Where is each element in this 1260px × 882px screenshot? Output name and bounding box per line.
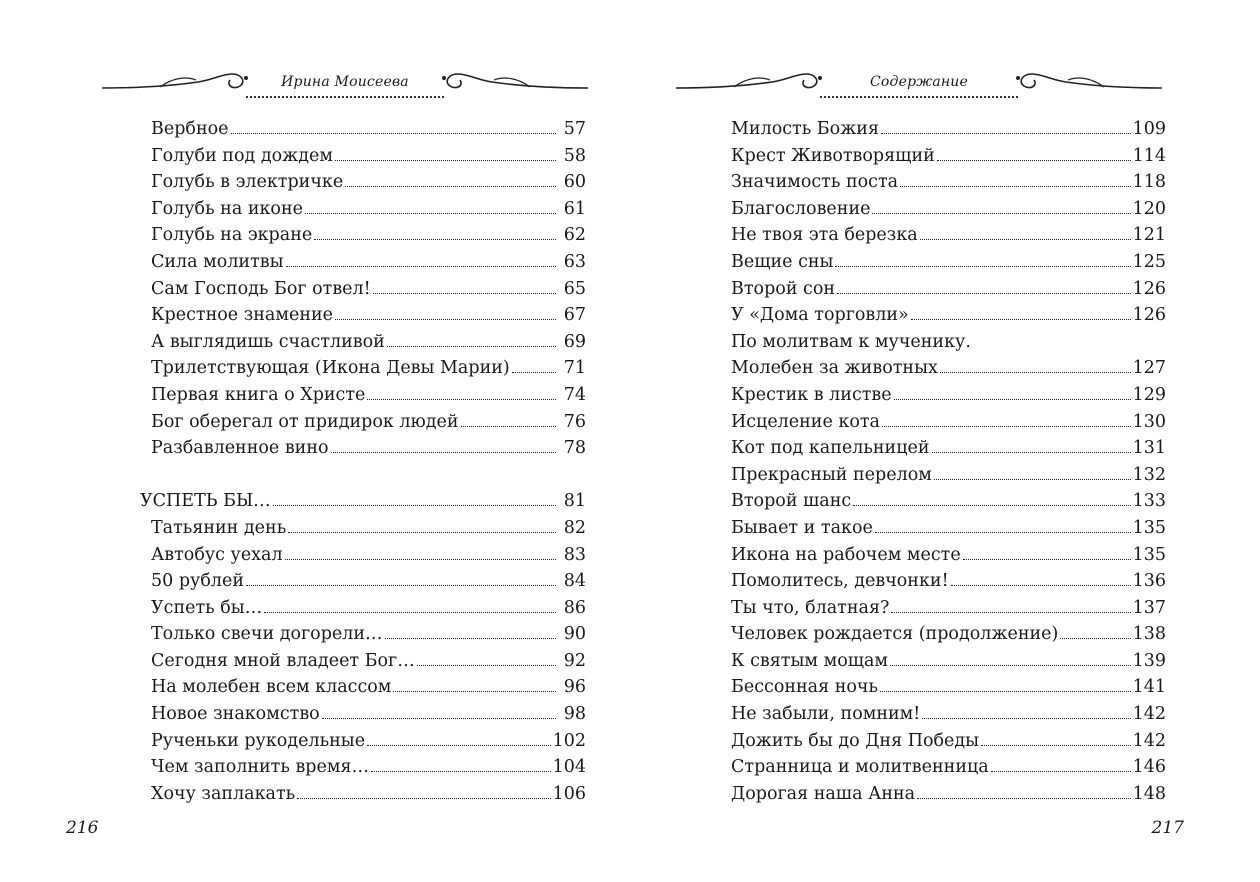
toc-entry-title: К святым мощам xyxy=(731,650,889,671)
toc-spacer xyxy=(140,462,586,489)
toc-section-entry xyxy=(140,488,586,515)
toc-entry-title: Хочу заплакать xyxy=(151,783,296,804)
dot-leader xyxy=(288,532,556,533)
toc-entry-page: 82 xyxy=(563,517,586,538)
dot-leader xyxy=(393,691,556,692)
dot-leader xyxy=(385,638,556,639)
toc-entry-title: Молебен за животных xyxy=(731,358,938,379)
dot-leader xyxy=(932,452,1131,453)
toc-entry-page: 142 xyxy=(1132,704,1166,725)
toc-entry xyxy=(720,302,1166,329)
toc-entry xyxy=(140,595,586,622)
toc-entry-title: Разбавленное вино xyxy=(151,438,329,459)
toc-entry xyxy=(140,409,586,436)
toc-entry-page: 84 xyxy=(563,571,586,592)
toc-entry xyxy=(720,648,1166,675)
dot-leader xyxy=(934,479,1131,480)
toc-entry xyxy=(720,515,1166,542)
toc-entry-title: Человек рождается (продолжение) xyxy=(731,624,1059,645)
flourish-ornament-icon xyxy=(674,64,824,98)
toc-entry-title: Крестик в листве xyxy=(731,384,892,405)
toc-entry-title: Дорогая наша Анна xyxy=(731,783,916,804)
dot-leader xyxy=(231,133,556,134)
toc-entry-title: Прекрасный перелом xyxy=(731,464,932,485)
toc-entry-title: Не твоя эта березка xyxy=(731,225,918,246)
toc-entry-page: 135 xyxy=(1132,517,1166,538)
toc-entry-page: 104 xyxy=(552,757,586,778)
dot-leader xyxy=(417,665,556,666)
dot-leader xyxy=(882,426,1131,427)
toc-entry xyxy=(720,595,1166,622)
toc-entry-title: Чем заполнить время… xyxy=(151,757,370,778)
page-number: 217 xyxy=(1151,818,1184,838)
dot-leader xyxy=(991,771,1131,772)
dot-leader xyxy=(273,505,556,506)
toc-entry-title: Бог оберегал от придирок людей xyxy=(151,411,459,432)
toc-entry-page: 69 xyxy=(563,331,586,352)
toc-entry-title: Сам Господь Бог отвел! xyxy=(151,278,371,299)
toc-entry xyxy=(720,542,1166,569)
toc-entry-title: Кот под капельницей xyxy=(731,438,930,459)
toc-entry-title: Странница и молитвенница xyxy=(731,757,989,778)
toc-entry-title: Голубь в электричке xyxy=(151,172,344,193)
toc-entry xyxy=(720,276,1166,303)
toc-entry-page: 126 xyxy=(1132,305,1166,326)
toc-entry xyxy=(140,728,586,755)
toc-entry xyxy=(140,302,586,329)
toc-entry-title: А выглядишь счастливой xyxy=(151,331,385,352)
dot-leader xyxy=(911,319,1131,320)
dot-leader xyxy=(345,186,556,187)
toc-entry xyxy=(140,249,586,276)
toc-entry xyxy=(140,355,586,382)
toc-entry-title: Ты что, блатная? xyxy=(731,597,890,618)
toc-entry xyxy=(720,674,1166,701)
dot-leader xyxy=(875,532,1131,533)
toc-entry xyxy=(720,116,1166,143)
dot-leader xyxy=(373,293,556,294)
toc-entry-title: Сегодня мной владеет Бог… xyxy=(151,650,415,671)
dot-leader xyxy=(512,372,556,373)
toc-entry-page: 98 xyxy=(563,704,586,725)
toc-entry xyxy=(140,116,586,143)
toc-list xyxy=(140,116,586,807)
toc-entry-title: Икона на рабочем месте xyxy=(731,544,961,565)
toc-entry-page: 126 xyxy=(1132,278,1166,299)
toc-entry-title: УСПЕТЬ БЫ… xyxy=(140,491,271,512)
toc-entry-page: 76 xyxy=(563,411,586,432)
dot-leader xyxy=(305,213,556,214)
dot-leader xyxy=(872,213,1130,214)
dot-leader xyxy=(880,691,1131,692)
toc-entry xyxy=(140,382,586,409)
toc-entry-page: 127 xyxy=(1132,358,1166,379)
toc-entry-page: 121 xyxy=(1132,225,1166,246)
toc-entry xyxy=(140,435,586,462)
toc-entry xyxy=(720,568,1166,595)
toc-entry xyxy=(140,648,586,675)
dot-leader xyxy=(894,399,1131,400)
toc-entry-title: Трилетствующая (Икона Девы Марии) xyxy=(151,358,510,379)
toc-entry-page: 131 xyxy=(1132,438,1166,459)
dot-leader xyxy=(367,399,556,400)
header-dotted-rule xyxy=(820,96,1018,98)
toc-entry-page: 148 xyxy=(1132,783,1166,804)
dot-leader xyxy=(264,612,556,613)
toc-entry xyxy=(140,701,586,728)
toc-entry-page: 141 xyxy=(1132,677,1166,698)
flourish-ornament-icon xyxy=(1014,64,1164,98)
toc-entry-page: 137 xyxy=(1132,597,1166,618)
toc-entry-page: 120 xyxy=(1132,198,1166,219)
toc-entry-page: 81 xyxy=(563,491,586,512)
toc-entry-page: 102 xyxy=(552,730,586,751)
dot-leader xyxy=(951,585,1131,586)
dot-leader xyxy=(246,585,556,586)
toc-entry xyxy=(140,621,586,648)
dot-leader xyxy=(335,160,556,161)
dot-leader xyxy=(1060,638,1130,639)
dot-leader xyxy=(890,665,1131,666)
toc-entry-page: 136 xyxy=(1132,571,1166,592)
toc-entry-page: 92 xyxy=(563,650,586,671)
toc-entry-page: 78 xyxy=(563,438,586,459)
toc-entry xyxy=(140,196,586,223)
dot-leader xyxy=(853,505,1130,506)
toc-entry xyxy=(720,222,1166,249)
running-head-text: Содержание xyxy=(869,74,969,90)
toc-entry-title: Крест Животворящий xyxy=(731,145,935,166)
toc-entry-title: Автобус уехал xyxy=(151,544,283,565)
toc-entry-page: 125 xyxy=(1132,251,1166,272)
dot-leader xyxy=(297,798,550,799)
toc-entry-page: 86 xyxy=(563,597,586,618)
toc-entry-title: Второй шанс xyxy=(731,491,852,512)
toc-entry-page: 90 xyxy=(563,624,586,645)
dot-leader xyxy=(917,798,1131,799)
toc-entry-title: Голуби под дождем xyxy=(151,145,333,166)
toc-entry xyxy=(720,621,1166,648)
toc-entry-title: Первая книга о Христе xyxy=(151,384,366,405)
toc-entry-title: Помолитесь, девчонки! xyxy=(731,571,949,592)
dot-leader xyxy=(367,745,551,746)
toc-entry-page: 67 xyxy=(563,305,586,326)
toc-entry-title: Значимость поста xyxy=(731,172,899,193)
toc-entry xyxy=(720,488,1166,515)
toc-entry-page: 135 xyxy=(1132,544,1166,565)
toc-entry-page: 83 xyxy=(563,544,586,565)
toc-entry-page: 57 xyxy=(563,119,586,139)
dot-leader xyxy=(922,718,1130,719)
toc-entry-page: 146 xyxy=(1132,757,1166,778)
toc-entry xyxy=(720,462,1166,489)
toc-entry xyxy=(140,329,586,356)
toc-entry xyxy=(720,754,1166,781)
dot-leader xyxy=(322,718,556,719)
toc-entry-page: 61 xyxy=(563,198,586,219)
toc-entry xyxy=(720,701,1166,728)
dot-leader xyxy=(371,771,551,772)
running-head-text: Ирина Моисеева xyxy=(281,74,409,90)
toc-entry-title: Бывает и такое xyxy=(731,517,873,538)
toc-entry-title: Дожить бы до Дня Победы xyxy=(731,730,980,751)
header-dotted-rule xyxy=(246,96,444,98)
toc-entry xyxy=(140,568,586,595)
toc-entry xyxy=(140,515,586,542)
toc-entry xyxy=(140,169,586,196)
toc-entry-page: 114 xyxy=(1132,145,1166,166)
toc-entry-page: 132 xyxy=(1132,464,1166,485)
dot-leader xyxy=(314,239,556,240)
toc-entry-page: 65 xyxy=(563,278,586,299)
toc-entry-title: По молитвам к мученику. xyxy=(731,331,971,352)
toc-entry xyxy=(140,754,586,781)
right-page xyxy=(630,0,1260,882)
dot-leader xyxy=(835,266,1130,267)
running-header xyxy=(674,62,1164,108)
toc-entry-title: Не забыли, помним! xyxy=(731,704,921,725)
dot-leader xyxy=(461,426,556,427)
dot-leader xyxy=(937,160,1131,161)
toc-entry-title: Исцеление кота xyxy=(731,411,880,432)
flourish-ornament-icon xyxy=(100,64,250,98)
toc-entry-title: Сила молитвы xyxy=(151,251,284,272)
toc-entry-title: Успеть бы… xyxy=(151,597,263,618)
dot-leader xyxy=(286,266,556,267)
page-number: 216 xyxy=(66,818,99,838)
toc-entry xyxy=(720,169,1166,196)
toc-entry-title: Благословение xyxy=(731,198,871,219)
toc-entry xyxy=(720,435,1166,462)
toc-entry-title: Крестное знамение xyxy=(151,305,333,326)
toc-entry-title: У «Дома торговли» xyxy=(731,305,909,326)
dot-leader xyxy=(981,745,1131,746)
dot-leader xyxy=(335,319,556,320)
toc-entry-title: На молебен всем классом xyxy=(151,677,392,698)
toc-entry-page: 60 xyxy=(563,172,586,193)
toc-entry-title: 50 рублей xyxy=(151,571,245,592)
toc-list xyxy=(720,116,1166,807)
toc-entry xyxy=(140,781,586,808)
dot-leader xyxy=(920,239,1131,240)
dot-leader xyxy=(963,559,1131,560)
toc-entry xyxy=(720,249,1166,276)
dot-leader xyxy=(285,559,556,560)
toc-entry xyxy=(720,143,1166,170)
toc-entry-page: 71 xyxy=(563,358,586,379)
toc-entry-page: 109 xyxy=(1132,119,1166,139)
toc-entry-page: 133 xyxy=(1132,491,1166,512)
toc-entry-page: 138 xyxy=(1132,624,1166,645)
toc-entry xyxy=(720,196,1166,223)
toc-entry xyxy=(140,542,586,569)
toc-entry-title: Новое знакомство xyxy=(151,704,320,725)
toc-entry-page: 74 xyxy=(563,384,586,405)
dot-leader xyxy=(891,612,1130,613)
toc-entry-page: 118 xyxy=(1132,172,1166,193)
toc-entry-title: Второй сон xyxy=(731,278,836,299)
toc-entry-page: 58 xyxy=(563,145,586,166)
toc-entry-page: 129 xyxy=(1132,384,1166,405)
toc-entry-title: Только свечи догорели… xyxy=(151,624,383,645)
dot-leader xyxy=(881,133,1131,134)
toc-entry xyxy=(720,329,1166,356)
dot-leader xyxy=(940,372,1131,373)
toc-entry-title: Бессонная ночь xyxy=(731,677,879,698)
toc-entry-page: 62 xyxy=(563,225,586,246)
toc-entry-title: Голубь на экране xyxy=(151,225,313,246)
toc-entry-title: Милость Божия xyxy=(731,119,880,139)
toc-entry-page: 142 xyxy=(1132,730,1166,751)
toc-entry xyxy=(720,355,1166,382)
flourish-ornament-icon xyxy=(440,64,590,98)
toc-entry-page: 106 xyxy=(552,783,586,804)
toc-entry xyxy=(720,382,1166,409)
toc-entry-page: 139 xyxy=(1132,650,1166,671)
toc-entry xyxy=(720,781,1166,808)
dot-leader xyxy=(387,346,556,347)
toc-entry-title: Татьянин день xyxy=(151,517,287,538)
dot-leader xyxy=(900,186,1131,187)
toc-entry-title: Вещие сны xyxy=(731,251,834,272)
toc-entry xyxy=(720,409,1166,436)
toc-entry xyxy=(720,728,1166,755)
toc-entry xyxy=(140,276,586,303)
toc-entry xyxy=(140,674,586,701)
toc-entry-page: 96 xyxy=(563,677,586,698)
running-header xyxy=(100,62,590,108)
dot-leader xyxy=(837,293,1131,294)
toc-entry-page: 63 xyxy=(563,251,586,272)
toc-entry xyxy=(140,222,586,249)
toc-entry-title: Вербное xyxy=(151,119,229,139)
toc-entry-title: Рученьки рукодельные xyxy=(151,730,366,751)
toc-entry-page: 130 xyxy=(1132,411,1166,432)
toc-entry-title: Голубь на иконе xyxy=(151,198,303,219)
toc-entry xyxy=(140,143,586,170)
dot-leader xyxy=(331,452,556,453)
